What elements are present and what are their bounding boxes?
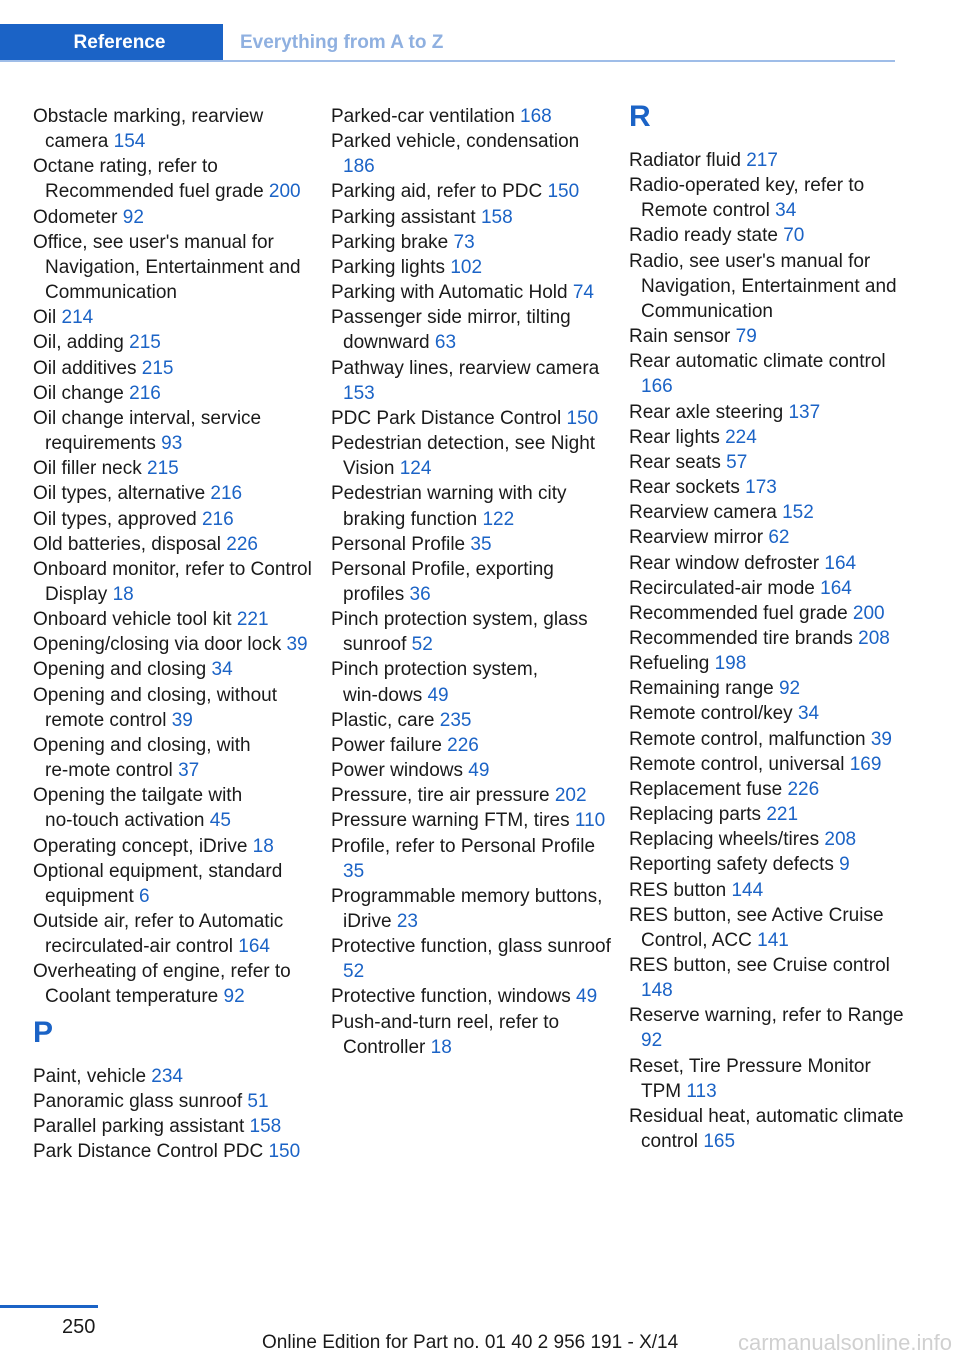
index-term: Radiator fluid [629, 150, 741, 171]
index-term: Odometer [33, 206, 118, 228]
index-entry [331, 808, 611, 833]
page-link[interactable]: 173 [745, 477, 777, 499]
page-link[interactable]: 234 [151, 1065, 183, 1087]
page-link[interactable]: 49 [576, 986, 598, 1008]
index-term: Pedestrian detection, see Night Vision [331, 433, 596, 480]
page-link[interactable]: 122 [482, 508, 515, 530]
index-entry [33, 406, 313, 456]
index-entry [33, 507, 313, 532]
index-entry [33, 657, 313, 682]
index-entry [331, 532, 611, 557]
index-column-1 [33, 104, 313, 1164]
page-link[interactable]: 224 [725, 426, 757, 448]
chapter-tab[interactable]: Everything from A to Z [240, 32, 444, 53]
page-link[interactable]: 164 [820, 577, 852, 599]
page-link[interactable]: 35 [470, 533, 492, 555]
page-link[interactable]: 18 [430, 1036, 452, 1058]
index-term: Replacement fuse [629, 778, 783, 800]
index-entry [331, 934, 611, 984]
index-term: Rear sockets [629, 477, 740, 499]
index-term: Oil filler neck [33, 458, 142, 480]
index-term: Power failure [331, 734, 442, 756]
index-term: Oil change [33, 382, 124, 404]
page-link[interactable]: 36 [409, 583, 431, 605]
page-link[interactable]: 169 [849, 753, 882, 775]
index-entry [629, 651, 909, 676]
page-link[interactable]: 158 [249, 1115, 282, 1137]
index-entry [331, 230, 611, 255]
index-term: Parallel parking assistant [33, 1115, 245, 1137]
index-term: Radio, see user's manual for Navigation, Entertainment and Communication [629, 250, 897, 322]
page-link[interactable]: 92 [223, 986, 245, 1008]
index-entry [33, 330, 313, 355]
index-entry [33, 305, 313, 330]
index-entry [33, 532, 313, 557]
page-link[interactable]: 215 [141, 357, 174, 379]
index-entry [331, 179, 611, 204]
page-link[interactable]: 49 [468, 760, 490, 782]
index-term: RES button, see Cruise control [629, 955, 890, 976]
page-link[interactable]: 52 [411, 634, 433, 656]
index-column-3 [629, 100, 909, 1154]
index-term: Rear automatic climate control [629, 351, 886, 373]
page-link[interactable]: 124 [399, 458, 432, 480]
page-link[interactable]: 164 [238, 936, 270, 958]
index-term: Pinch protection system, glass sunroof [331, 609, 588, 656]
page-link[interactable]: 92 [641, 1030, 663, 1052]
index-term: Reset, Tire Pressure Monitor TPM [629, 1055, 871, 1102]
page-link[interactable]: 74 [572, 282, 594, 304]
index-term: Personal Profile [331, 533, 466, 555]
page-link[interactable]: 215 [147, 458, 179, 480]
index-term: Rear axle steering [629, 401, 784, 423]
page-link[interactable]: 152 [782, 502, 814, 524]
page-link[interactable]: 70 [783, 225, 805, 247]
index-term: Optional equipment, standard equipment [33, 860, 283, 907]
index-entry [33, 481, 313, 506]
index-term: Parking assistant [331, 206, 476, 228]
index-term: Pathway lines, rearview camera [331, 357, 600, 379]
page-link[interactable]: 23 [396, 911, 418, 932]
index-entry [629, 601, 909, 626]
page-link[interactable]: 144 [731, 879, 764, 901]
index-entry [331, 834, 611, 884]
index-entry [629, 878, 909, 903]
index-term: Recommended fuel grade [629, 602, 848, 624]
index-term: Overheating of engine, refer to Coolant temperature [33, 961, 291, 1008]
page-link[interactable]: 57 [726, 451, 748, 473]
page-link[interactable]: 226 [787, 778, 820, 800]
index-entry [629, 450, 909, 475]
index-entry [629, 173, 909, 223]
index-term: Recirculated-air mode [629, 577, 815, 599]
page-link[interactable]: 208 [858, 627, 890, 649]
page-link[interactable]: 154 [113, 131, 146, 153]
index-term: PDC Park Distance Control [331, 407, 562, 429]
page-link[interactable]: 137 [788, 401, 821, 423]
page-link[interactable]: 200 [852, 602, 885, 624]
index-entry [629, 953, 909, 1003]
index-entry [629, 475, 909, 500]
edition-note: Online Edition for Part no. 01 40 2 956 191 - X/14 [262, 1332, 679, 1353]
index-term: Panoramic glass sunroof [33, 1090, 243, 1112]
index-entry [629, 525, 909, 550]
index-term: Plastic, care [331, 709, 435, 731]
page-link[interactable]: 208 [824, 829, 857, 851]
page-link[interactable]: 216 [210, 483, 243, 505]
index-entry [331, 406, 611, 431]
index-term: Obstacle marking, rearview camera [33, 106, 264, 153]
index-entry [331, 280, 611, 305]
index-term: RES button, see Active Cruise Control, ACC [629, 904, 884, 951]
index-term: Rearview camera [629, 502, 777, 524]
page-link[interactable]: 221 [236, 609, 269, 631]
index-entry [331, 356, 611, 406]
index-term: Pressure, tire air pressure [331, 785, 550, 807]
watermark: carmanualsonline.info [737, 1330, 952, 1355]
index-entry [629, 777, 909, 802]
index-entry [33, 1064, 313, 1089]
index-term: Replacing wheels/tires [629, 829, 820, 851]
page-link[interactable]: 92 [778, 678, 801, 700]
index-term: Oil change interval, service requirements [33, 407, 262, 455]
index-term: Profile, refer to Personal Profile [331, 835, 596, 857]
index-entry [629, 676, 909, 701]
index-entry [629, 752, 909, 777]
index-entry [629, 626, 909, 651]
index-entry [331, 557, 611, 607]
index-term: Paint, vehicle [33, 1065, 147, 1087]
index-entry [629, 324, 909, 349]
index-term: Oil [33, 307, 57, 329]
index-entry [629, 223, 909, 248]
page-link[interactable]: 141 [757, 929, 789, 951]
index-entry [331, 708, 611, 733]
page-link[interactable]: 216 [201, 508, 234, 530]
page-link[interactable]: 150 [268, 1141, 301, 1163]
index-entry [33, 456, 313, 481]
index-term: Rain sensor [629, 326, 731, 348]
index-term: Operating concept, iDrive [33, 835, 248, 857]
page-link[interactable]: 18 [252, 835, 274, 857]
index-term: Outside air, refer to Automatic recirculated-air control [33, 911, 284, 958]
page-header [0, 24, 895, 62]
index-term: Parked-car ventilation [331, 106, 515, 127]
index-entry [33, 733, 313, 783]
page-link[interactable]: 217 [746, 150, 778, 171]
index-term: Office, see user's manual for Navigation, Entertainment and Communication [33, 231, 301, 304]
index-term: Passenger side mirror, tilting downward [331, 307, 571, 354]
index-term: Replacing parts [629, 804, 762, 826]
page-link[interactable]: 34 [775, 200, 797, 222]
index-term: Opening the tailgate with no‑touch activation [33, 785, 243, 832]
page-link[interactable]: 200 [268, 181, 301, 203]
page-link[interactable]: 102 [450, 256, 483, 278]
index-term: Opening and closing, with re‑mote control [33, 734, 251, 782]
index-entry [33, 154, 313, 204]
page-link[interactable]: 73 [453, 231, 475, 253]
page-link[interactable]: 39 [870, 728, 892, 750]
index-term: Onboard vehicle tool kit [33, 609, 232, 631]
page-link[interactable]: 63 [434, 332, 457, 354]
index-entry [629, 727, 909, 752]
index-term: Opening and closing, without remote control [33, 684, 277, 731]
index-term: Parking lights [331, 256, 446, 278]
index-entry [331, 431, 611, 481]
index-entry [629, 425, 909, 450]
index-term: Rear window defroster [629, 552, 820, 574]
page-link[interactable]: 35 [343, 860, 365, 882]
index-term: Parking aid, refer to PDC [331, 181, 543, 203]
page-link[interactable]: 18 [112, 583, 134, 605]
index-entry [33, 1089, 313, 1114]
index-term: Reporting safety defects [629, 854, 834, 876]
index-term: Protective function, glass sunroof [331, 936, 611, 958]
index-term: Remaining range [629, 678, 774, 700]
index-term: Refueling [629, 653, 710, 675]
index-term: Oil additives [33, 357, 137, 379]
index-entry [629, 827, 909, 852]
index-term: Oil types, approved [33, 508, 197, 530]
index-entry [331, 783, 611, 808]
index-entry [629, 1003, 909, 1053]
page-link[interactable]: 198 [714, 653, 747, 675]
index-entry [629, 1054, 909, 1104]
index-term: Old batteries, disposal [33, 533, 221, 555]
index-entry [33, 230, 313, 305]
index-term: Residual heat, automatic climate control [629, 1105, 904, 1153]
index-entry [629, 249, 909, 324]
index-entry [33, 205, 313, 230]
page-link[interactable]: 202 [554, 785, 587, 807]
page-link[interactable]: 214 [61, 307, 94, 329]
index-entry [33, 683, 313, 733]
index-entry [331, 758, 611, 783]
index-term: Rear lights [629, 426, 720, 448]
index-term: Parked vehicle, condensation [331, 131, 580, 153]
page-link[interactable]: 168 [520, 106, 552, 127]
index-term: Opening/closing via door lock [33, 634, 282, 656]
index-letter: R [629, 100, 651, 133]
index-term: Parking brake [331, 231, 449, 253]
page-link[interactable]: 215 [129, 332, 161, 354]
index-entry [629, 400, 909, 425]
index-entry [331, 255, 611, 280]
index-entry [33, 1139, 313, 1164]
index-term: Rearview mirror [629, 527, 764, 549]
index-term: Onboard monitor, refer to Control Display [33, 558, 312, 605]
page-link[interactable]: 165 [703, 1131, 736, 1153]
index-term: Radio ready state [629, 225, 778, 247]
index-term: Remote control, malfunction [629, 728, 866, 750]
index-term: Remote control/key [629, 703, 793, 725]
page-link[interactable]: 49 [427, 684, 449, 706]
index-term: Park Distance Control PDC [33, 1141, 264, 1163]
index-entry [629, 852, 909, 877]
index-term: Opening and closing [33, 659, 207, 681]
page-link[interactable]: 45 [209, 810, 231, 832]
index-term: Personal Profile, exporting profiles [331, 558, 554, 605]
index-entry [629, 551, 909, 576]
index-entry [33, 632, 313, 657]
index-entry [33, 557, 313, 607]
index-entry [629, 802, 909, 827]
index-entry [33, 104, 313, 154]
index-entry [33, 381, 313, 406]
index-entry [331, 129, 611, 179]
index-entry [629, 1104, 909, 1154]
index-entry [629, 148, 909, 173]
footer-rule [0, 1305, 98, 1308]
index-entry [33, 607, 313, 632]
index-term: Oil, adding [33, 332, 124, 354]
index-term: Reserve warning, refer to Range [629, 1005, 904, 1027]
page-link[interactable]: 113 [686, 1080, 717, 1102]
header-rule [0, 60, 895, 62]
index-entry [331, 657, 611, 707]
index-entry [629, 903, 909, 953]
page-link[interactable]: 79 [735, 326, 757, 348]
index-entry [629, 500, 909, 525]
index-term: Protective function, windows [331, 986, 571, 1008]
index-entry [331, 305, 611, 355]
page-link[interactable]: 62 [768, 527, 790, 549]
index-term: Pressure warning FTM, tires [331, 810, 570, 832]
index-entry [331, 984, 611, 1009]
page-link[interactable]: 226 [226, 533, 258, 555]
page-link[interactable]: 148 [641, 980, 673, 1002]
index-term: Programmable memory buttons, iDrive [331, 885, 603, 932]
index-term: Radio-operated key, refer to Remote control [629, 175, 865, 222]
index-term: Rear seats [629, 451, 721, 473]
index-entry [331, 104, 611, 129]
page-link[interactable]: 6 [139, 885, 150, 907]
index-entry [629, 349, 909, 399]
page-link[interactable]: 110 [574, 810, 606, 832]
page-link[interactable]: 39 [171, 709, 193, 731]
index-term: Pedestrian warning with city braking function [331, 483, 567, 530]
page-link[interactable]: 34 [797, 703, 820, 725]
page-link[interactable]: 235 [439, 709, 472, 731]
index-term: Recommended tire brands [629, 627, 853, 649]
index-entry [331, 884, 611, 934]
page-link[interactable]: 166 [641, 376, 673, 398]
page-link[interactable]: 9 [839, 854, 850, 876]
index-entry [33, 783, 313, 833]
page-number: 250 [62, 1316, 96, 1338]
page-link[interactable]: 150 [547, 181, 580, 203]
index-entry [331, 607, 611, 657]
index-term: Parking with Automatic Hold [331, 282, 568, 304]
index-entry [629, 701, 909, 726]
page-link[interactable]: 150 [566, 407, 599, 429]
index-entry [331, 733, 611, 758]
index-entry [331, 481, 611, 531]
page-link[interactable]: 221 [766, 804, 799, 826]
index-entry [33, 834, 313, 859]
page-link[interactable]: 39 [286, 634, 308, 656]
index-entry [33, 356, 313, 381]
page-link[interactable]: 92 [122, 206, 144, 228]
page-link[interactable]: 186 [343, 156, 375, 178]
page-link[interactable]: 158 [480, 206, 513, 228]
index-term: Power windows [331, 760, 463, 782]
page-link[interactable]: 226 [447, 734, 479, 756]
index-entry [33, 859, 313, 909]
index-letter: P [33, 1015, 54, 1049]
page-link[interactable]: 164 [824, 552, 857, 574]
page-link[interactable]: 216 [129, 382, 161, 404]
page-link[interactable]: 34 [211, 659, 233, 681]
section-tab[interactable]: Reference [0, 24, 223, 62]
index-entry [629, 576, 909, 601]
index-term: Oil types, alternative [33, 483, 206, 505]
index-term: Push-and-turn reel, refer to Controller [331, 1011, 560, 1058]
page-link[interactable]: 37 [178, 760, 200, 782]
index-term: Pinch protection system, win‑dows [331, 659, 538, 706]
index-term: Octane rating, refer to Recommended fuel grade [33, 156, 264, 203]
page-link[interactable]: 153 [343, 382, 375, 404]
index-column-2 [331, 104, 611, 1060]
index-term: RES button [629, 879, 727, 901]
page-link[interactable]: 93 [161, 433, 183, 455]
index-term: Remote control, universal [629, 753, 845, 775]
index-entry [33, 909, 313, 959]
index-entry [331, 205, 611, 230]
page-link[interactable]: 51 [247, 1090, 269, 1112]
index-entry [33, 959, 313, 1009]
index-entry [33, 1114, 313, 1139]
index-entry [331, 1010, 611, 1060]
page-link[interactable]: 52 [343, 961, 365, 983]
